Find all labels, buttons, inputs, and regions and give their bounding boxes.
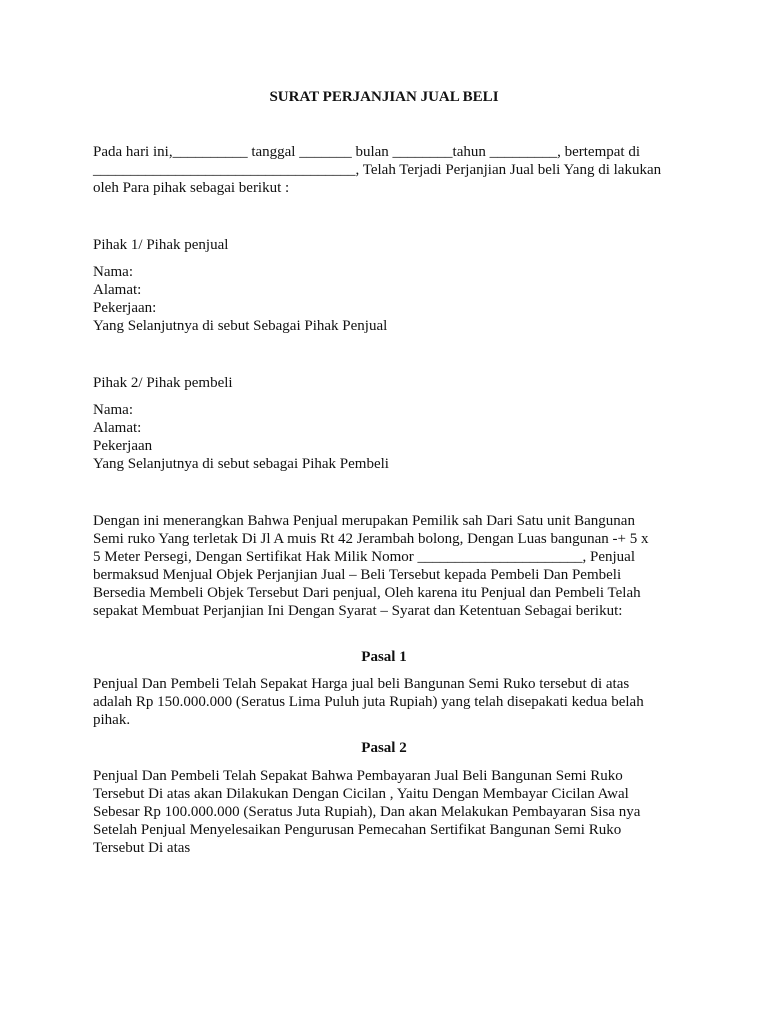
intro-line: oleh Para pihak sebagai berikut : bbox=[93, 180, 290, 196]
pasal2-line: Setelah Penjual Menyelesaikan Pengurusan Pemecahan Sertifikat Bangunan Semi Ruko bbox=[93, 822, 622, 838]
statement-line: Bersedia Membeli Objek Tersebut Dari penjual, Oleh karena itu Penjual dan Pembeli Telah bbox=[93, 585, 641, 601]
pasal2-line: Tersebut Di atas bbox=[93, 840, 191, 856]
document-title: SURAT PERJANJIAN JUAL BELI bbox=[269, 89, 499, 105]
party2-heading: Pihak 2/ Pihak pembeli bbox=[93, 375, 233, 391]
pasal1-line: pihak. bbox=[93, 712, 131, 728]
statement-line: 5 Meter Persegi, Dengan Sertifikat Hak Milik Nomor ______________________, Penjual bbox=[93, 549, 636, 565]
statement-line: bermaksud Menjual Objek Perjanjian Jual – Beli Tersebut kepada Pembeli Dan Pembeli bbox=[93, 567, 622, 583]
party2-field-name: Nama: bbox=[93, 402, 133, 418]
pasal1-paragraph bbox=[93, 675, 683, 729]
party1-closing: Yang Selanjutnya di sebut Sebagai Pihak Penjual bbox=[93, 318, 388, 334]
party1-section bbox=[93, 263, 683, 335]
statement-paragraph bbox=[93, 512, 683, 620]
pasal2-heading: Pasal 2 bbox=[361, 740, 407, 756]
intro-line: ___________________________________, Telah Terjadi Perjanjian Jual beli Yang di lakukan bbox=[93, 162, 662, 178]
intro-paragraph bbox=[93, 143, 683, 197]
intro-line: Pada hari ini,__________ tanggal _______ bulan ________tahun _________, bertempat di bbox=[93, 144, 641, 160]
party2-field-occupation: Pekerjaan bbox=[93, 438, 153, 454]
party2-closing: Yang Selanjutnya di sebut sebagai Pihak Pembeli bbox=[93, 456, 389, 472]
party1-field-occupation: Pekerjaan: bbox=[93, 300, 157, 316]
party1-heading: Pihak 1/ Pihak penjual bbox=[93, 237, 229, 253]
pasal2-paragraph bbox=[93, 767, 683, 857]
party1-field-address: Alamat: bbox=[93, 282, 142, 298]
statement-line: Dengan ini menerangkan Bahwa Penjual merupakan Pemilik sah Dari Satu unit Bangunan bbox=[93, 513, 635, 529]
statement-line: sepakat Membuat Perjanjian Ini Dengan Syarat – Syarat dan Ketentuan Sebagai berikut: bbox=[93, 603, 623, 619]
pasal2-line: Penjual Dan Pembeli Telah Sepakat Bahwa Pembayaran Jual Beli Bangunan Semi Ruko bbox=[93, 768, 623, 784]
pasal2-line: Tersebut Di atas akan Dilakukan Dengan Cicilan , Yaitu Dengan Membayar Cicilan Awal bbox=[93, 786, 629, 802]
pasal1-line: adalah Rp 150.000.000 (Seratus Lima Puluh juta Rupiah) yang telah disepakati kedua belah bbox=[93, 694, 644, 710]
statement-line: Semi ruko Yang terletak Di Jl A muis Rt 42 Jerambah bolong, Dengan Luas bangunan -+ 5 x bbox=[93, 531, 649, 547]
pasal1-heading: Pasal 1 bbox=[361, 649, 407, 665]
pasal2-line: Sebesar Rp 100.000.000 (Seratus Juta Rupiah), Dan akan Melakukan Pembayaran Sisa nya bbox=[93, 804, 641, 820]
party2-field-address: Alamat: bbox=[93, 420, 142, 436]
pasal1-line: Penjual Dan Pembeli Telah Sepakat Harga jual beli Bangunan Semi Ruko tersebut di atas bbox=[93, 676, 630, 692]
party1-field-name: Nama: bbox=[93, 264, 133, 280]
party2-section bbox=[93, 401, 683, 473]
